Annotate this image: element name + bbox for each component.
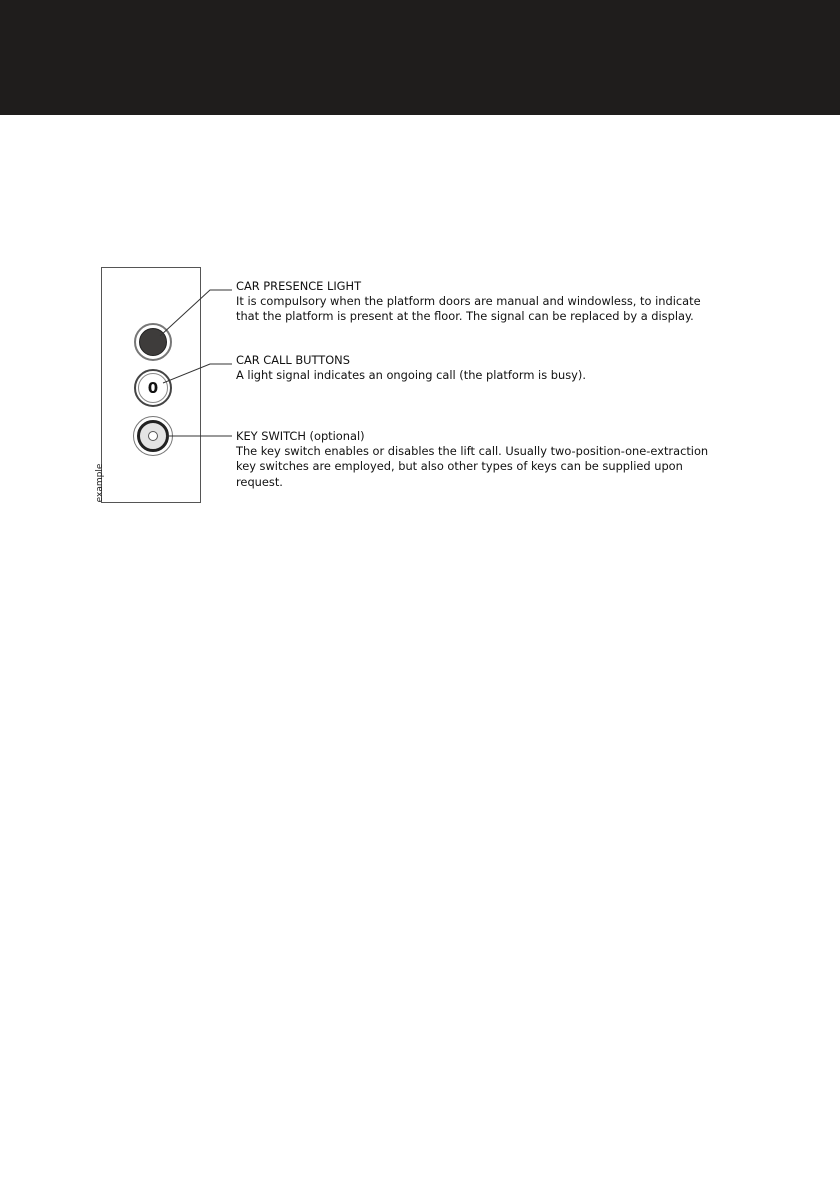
panel-example-label: example [95, 463, 105, 503]
leader-line-call [163, 364, 232, 383]
callout-title: CAR CALL BUTTONS [236, 353, 350, 367]
callout-description: It is compulsory when the platform doors are manual and windowless, to indicate that the platform is present at the floor. The signal can be replaced by a display. [236, 294, 701, 324]
callout-car-call-buttons [236, 353, 716, 383]
callout-title: CAR PRESENCE LIGHT [236, 279, 362, 293]
call-button-digit: 0 [138, 373, 168, 403]
callout-title: KEY SWITCH (optional) [236, 429, 365, 443]
callout-car-presence-light [236, 279, 716, 325]
callout-description: A light signal indicates an ongoing call (the platform is busy). [236, 368, 586, 383]
callout-key-switch [236, 429, 716, 490]
callout-description: The key switch enables or disables the lift call. Usually two-position-one-extraction key switches are employed, but also other types of keys can be supplied upon request. [236, 444, 709, 489]
leader-line-presence [160, 290, 232, 336]
